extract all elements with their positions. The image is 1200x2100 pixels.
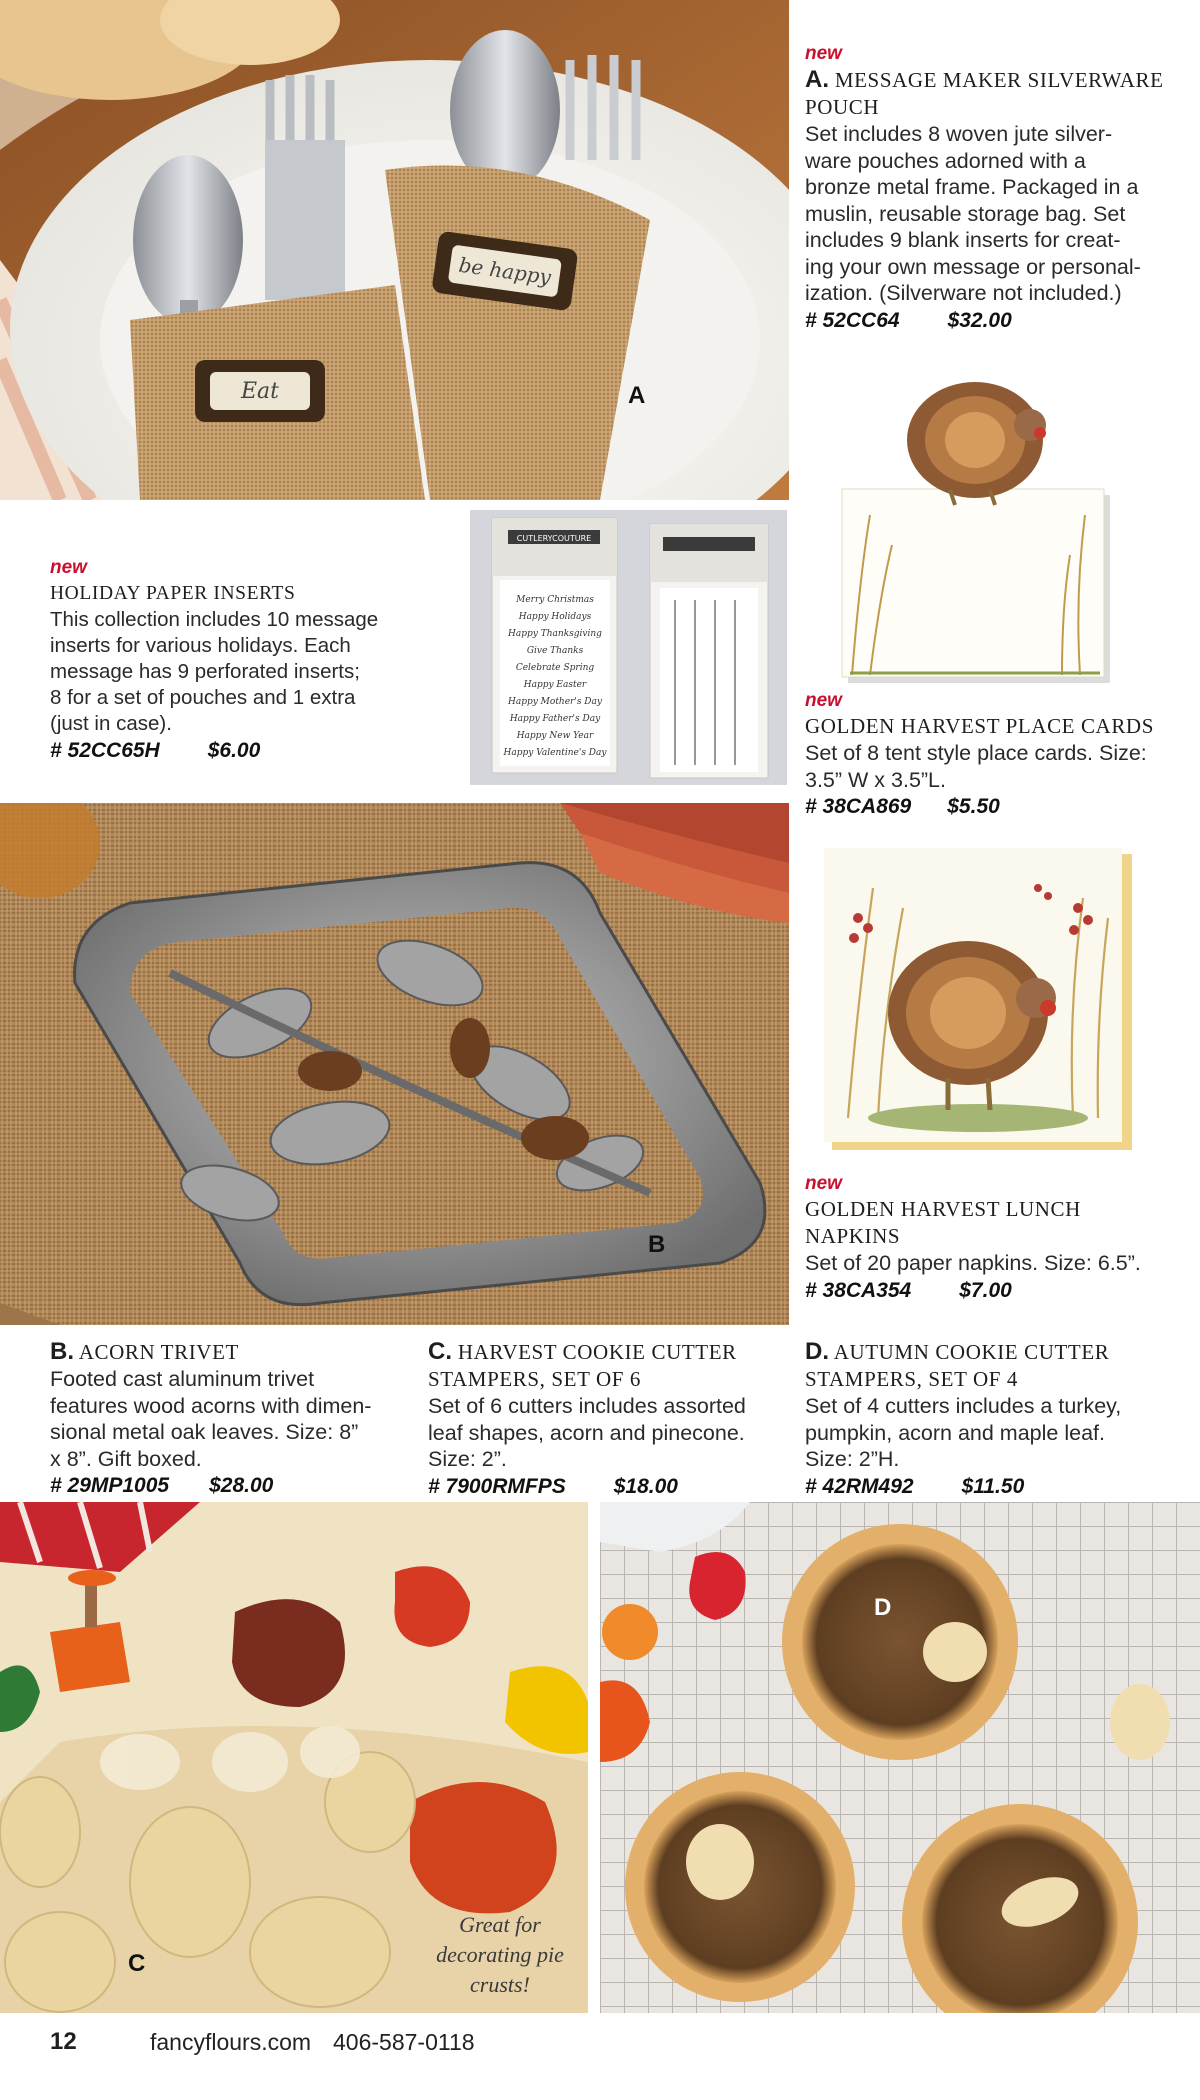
site-link[interactable]: fancyflours.com	[150, 2029, 312, 2055]
price: $7.00	[959, 1278, 1012, 1302]
page-footer	[0, 2020, 1200, 2070]
product-letter: D.	[805, 1338, 829, 1365]
price-line	[50, 737, 412, 765]
product-title-text: MESSAGE MAKER SILVERWARE POUCH	[805, 68, 1164, 119]
photo-letter-c: C	[128, 1950, 146, 1977]
place-cards-block	[805, 689, 1190, 821]
product-description: Set of 4 cutters includes a turkey, pumpkin, acorn and maple leaf. Size: 2”H.	[805, 1394, 1122, 1471]
photo-acorn-trivet	[0, 803, 789, 1325]
package-message: Give Thanks	[526, 646, 584, 656]
new-badge: new	[805, 1173, 842, 1194]
photo-napkin	[818, 848, 1138, 1158]
package-brand: CUTLERYCOUTURE	[516, 534, 592, 543]
package-message: Merry Christmas	[516, 595, 594, 605]
price-line	[805, 307, 1190, 335]
photo-letter-b: B	[648, 1231, 666, 1258]
price-line	[805, 1277, 1190, 1305]
product-b-block	[50, 1338, 415, 1500]
price-line	[50, 1472, 415, 1500]
product-title-text: ACORN TRIVET	[78, 1340, 239, 1364]
photo-silverware-pouch	[0, 0, 789, 500]
photo-harvest-cookie-cutters	[0, 1502, 588, 2013]
package-message: Happy New Year	[516, 731, 594, 741]
product-description: Set includes 8 woven jute silver- ware pouches adorned with a bronze metal frame. Packaged in a muslin, reusable storage bag. Set includes 9 blank inserts for creat- ing your own message or personal- ization. (Silverware not included.)	[805, 122, 1141, 305]
photo-letter-a: A	[628, 382, 646, 409]
sku: # 52CC64	[805, 308, 900, 332]
product-title-text: STAMPERS, SET OF 6	[428, 1367, 641, 1391]
new-badge: new	[805, 690, 842, 711]
sku: # 38CA354	[805, 1278, 912, 1302]
product-description: Set of 20 paper napkins. Size: 6.5”.	[805, 1251, 1141, 1275]
product-title	[428, 1338, 793, 1393]
product-title	[805, 66, 1190, 121]
price: $32.00	[947, 308, 1012, 332]
product-a-block	[805, 42, 1190, 335]
product-letter: B.	[50, 1338, 74, 1365]
photo-letter-d: D	[874, 1594, 892, 1621]
package-message: Celebrate Spring	[515, 663, 595, 673]
package-message: Happy Father's Day	[509, 714, 601, 724]
package-message: Happy Easter	[523, 680, 587, 690]
product-letter: C.	[428, 1338, 452, 1365]
package-message: Happy Holidays	[518, 612, 592, 622]
product-title	[805, 1338, 1190, 1393]
new-badge: new	[50, 557, 87, 578]
page-number: 12	[50, 2028, 77, 2055]
new-badge: new	[805, 43, 842, 64]
phone-number: 406-587-0118	[333, 2029, 475, 2055]
product-title-text: STAMPERS, SET OF 4	[805, 1367, 1018, 1391]
photo-autumn-pies	[600, 1502, 1200, 2013]
product-description: This collection includes 10 message inserts for various holidays. Each message has 9 perforated inserts; 8 for a set of pouches and 1 extra (just in case).	[50, 608, 379, 735]
package-message: Happy Thanksgiving	[508, 629, 602, 639]
product-description: Set of 8 tent style place cards. Size: 3.5” W x 3.5”L.	[805, 741, 1147, 792]
price-line	[805, 793, 1190, 821]
product-d-block	[805, 1338, 1190, 1501]
price-line	[428, 1473, 793, 1501]
sku: # 29MP1005	[50, 1474, 170, 1497]
sku: # 7900RMFPS	[428, 1474, 566, 1498]
price: $5.50	[947, 795, 1000, 818]
sku: # 38CA869	[805, 795, 912, 818]
price: $6.00	[207, 739, 261, 762]
product-description: Set of 6 cutters includes assorted leaf shapes, acorn and pinecone. Size: 2”.	[428, 1394, 746, 1471]
photo-caption: Great for decorating pie crusts!	[436, 1912, 564, 1997]
sku: # 42RM492	[805, 1474, 914, 1498]
product-title: GOLDEN HARVEST PLACE CARDS	[805, 714, 1154, 738]
product-title: GOLDEN HARVEST LUNCH NAPKINS	[805, 1197, 1081, 1248]
product-title: HOLIDAY PAPER INSERTS	[50, 583, 296, 604]
product-letter: A.	[805, 66, 829, 93]
product-title-text: AUTUMN COOKIE CUTTER	[833, 1340, 1110, 1364]
product-description: Footed cast aluminum trivet features wood acorns with dimen- sional metal oak leaves. Size: 8” x 8”. Gift boxed.	[50, 1367, 372, 1471]
price-line	[805, 1473, 1190, 1501]
product-c-block	[428, 1338, 793, 1501]
photo-place-card	[830, 355, 1120, 690]
price: $11.50	[961, 1474, 1025, 1498]
be-happy-insert-label: be happy	[457, 252, 553, 290]
price: $18.00	[613, 1474, 678, 1498]
holiday-paper-inserts-block	[36, 544, 412, 770]
sku: # 52CC65H	[50, 739, 160, 762]
package-message: Happy Mother's Day	[508, 697, 602, 707]
price: $28.00	[209, 1474, 274, 1497]
napkins-block	[805, 1172, 1190, 1305]
photo-insert-packages	[470, 510, 787, 785]
product-title	[50, 1338, 415, 1366]
eat-insert-label: Eat	[240, 379, 280, 404]
product-title-text: HARVEST COOKIE CUTTER	[457, 1340, 737, 1364]
package-message: Happy Valentine's Day	[503, 748, 607, 758]
